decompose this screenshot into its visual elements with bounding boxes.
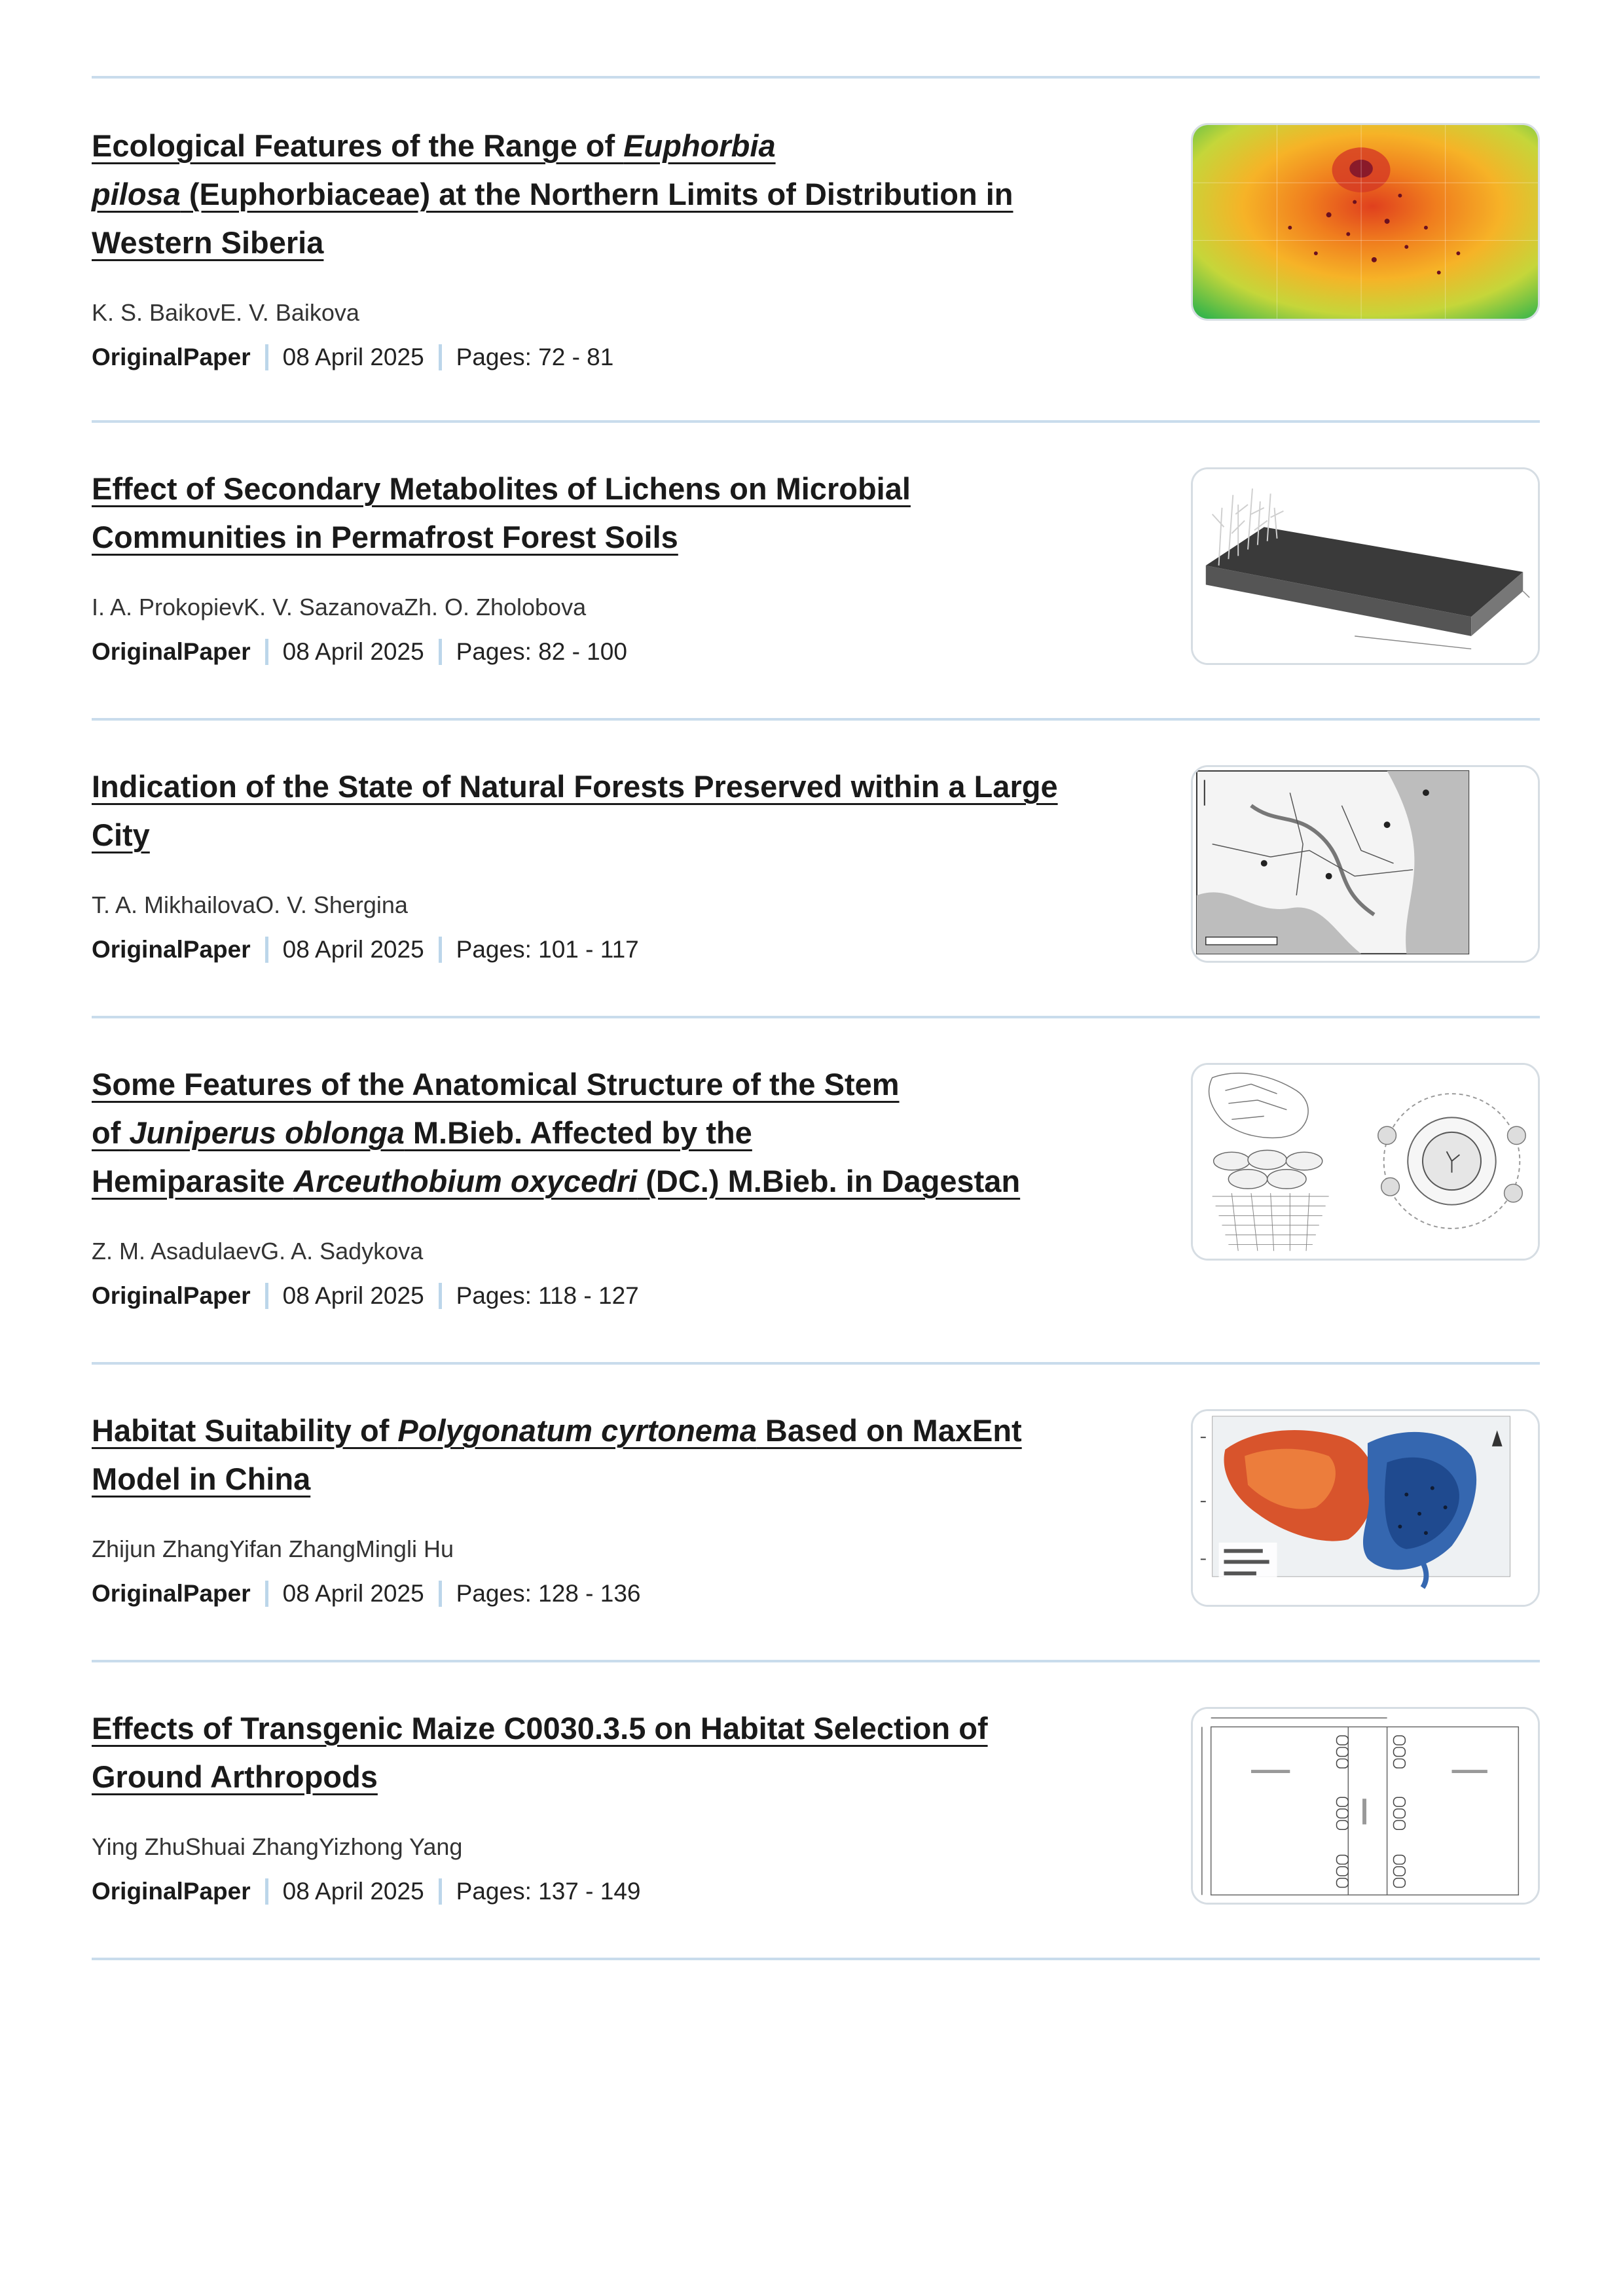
divider — [92, 1958, 1540, 1960]
title-segment: Ecological Features of the Range of — [92, 128, 624, 163]
article-authors: I. A. ProkopievK. V. SazanovaZh. O. Zholobova — [92, 594, 587, 620]
article-pages: Pages: 72 - 81 — [456, 344, 614, 370]
article-title — [92, 1407, 1126, 1503]
title-segment: Model in China — [92, 1462, 311, 1496]
article-date: 08 April 2025 — [282, 638, 424, 665]
title-segment: Communities in Permafrost Forest Soils — [92, 520, 678, 554]
stem-anatomy-figure-image — [1193, 1065, 1538, 1259]
article-text — [92, 1407, 1126, 1503]
title-segment: (DC.) M.Bieb. in Dagestan — [637, 1164, 1021, 1198]
article-date: 08 April 2025 — [282, 1282, 424, 1309]
article-title — [92, 1060, 1126, 1206]
article-item — [92, 721, 1540, 1018]
article-text — [92, 122, 1126, 267]
article-meta — [92, 1877, 640, 1906]
article-pages: Pages: 101 - 117 — [456, 936, 639, 963]
title-segment: Habitat Suitability of — [92, 1413, 398, 1448]
article-type: OriginalPaper — [92, 1580, 251, 1607]
article-meta — [92, 1579, 640, 1608]
title-italic-segment: Euphorbia — [623, 128, 776, 163]
article-title-link[interactable] — [92, 1413, 1022, 1496]
title-segment: Some Features of the Anatomical Structure of the Stem — [92, 1067, 900, 1102]
article-date: 08 April 2025 — [282, 936, 424, 963]
article-thumbnail-china-map[interactable] — [1191, 1409, 1540, 1607]
article-item — [92, 423, 1540, 721]
article-title — [92, 762, 1126, 859]
title-segment: Western Siberia — [92, 225, 324, 260]
title-segment: of — [92, 1115, 130, 1150]
meta-separator — [439, 639, 442, 665]
title-segment: Based on MaxEnt — [756, 1413, 1022, 1448]
article-authors: Z. M. AsadulaevG. A. Sadykova — [92, 1238, 424, 1265]
title-segment: Effect of Secondary Metabolites of Lichens on Microbial — [92, 471, 911, 506]
article-authors: K. S. BaikovE. V. Baikova — [92, 299, 359, 326]
article-item — [92, 79, 1540, 423]
article-thumbnail-heatmap[interactable] — [1191, 123, 1540, 321]
article-text — [92, 1704, 1126, 1801]
article-item — [92, 1662, 1540, 1960]
article-date: 08 April 2025 — [282, 1878, 424, 1905]
article-title-link[interactable] — [92, 128, 1013, 260]
article-authors: Ying ZhuShuai ZhangYizhong Yang — [92, 1833, 463, 1860]
meta-separator — [439, 1283, 442, 1309]
field-plot-figure-image — [1193, 1709, 1538, 1903]
soil-block-figure-image — [1193, 469, 1538, 663]
meta-separator — [265, 1878, 268, 1905]
title-italic-segment: Arceuthobium oxycedri — [293, 1164, 638, 1198]
article-type: OriginalPaper — [92, 1878, 251, 1905]
article-thumbnail-soil-block[interactable] — [1191, 467, 1540, 665]
article-type: OriginalPaper — [92, 344, 251, 370]
article-pages: Pages: 128 - 136 — [456, 1580, 641, 1607]
meta-separator — [265, 1283, 268, 1309]
article-thumbnail-field-plot[interactable] — [1191, 1707, 1540, 1905]
meta-separator — [439, 1878, 442, 1905]
title-segment: Hemiparasite — [92, 1164, 294, 1198]
article-title — [92, 1704, 1126, 1801]
article-thumbnail-stem-anatomy[interactable] — [1191, 1063, 1540, 1261]
article-date: 08 April 2025 — [282, 1580, 424, 1607]
title-italic-segment: Juniperus oblonga — [129, 1115, 405, 1150]
meta-separator — [439, 1581, 442, 1607]
article-title-link[interactable] — [92, 1067, 1020, 1198]
article-title-link[interactable] — [92, 471, 911, 554]
meta-separator — [265, 344, 268, 370]
meta-separator — [265, 937, 268, 963]
article-text — [92, 465, 1126, 562]
article-meta — [92, 343, 613, 372]
article-meta — [92, 637, 627, 666]
article-type: OriginalPaper — [92, 638, 251, 665]
title-italic-segment: pilosa — [92, 177, 181, 211]
article-list — [92, 76, 1540, 1960]
heatmap-figure-image — [1193, 125, 1538, 319]
article-thumbnail-city-map[interactable] — [1191, 765, 1540, 963]
article-date: 08 April 2025 — [282, 344, 424, 370]
meta-separator — [265, 1581, 268, 1607]
article-authors: T. A. MikhailovaO. V. Shergina — [92, 891, 408, 918]
title-segment: Effects of Transgenic Maize C0030.3.5 on Habitat Selection of — [92, 1711, 988, 1746]
article-pages: Pages: 118 - 127 — [456, 1282, 639, 1309]
title-segment: Indication of the State of Natural Forests Preserved within a Large — [92, 769, 1058, 804]
article-pages: Pages: 137 - 149 — [456, 1878, 641, 1905]
meta-separator — [265, 639, 268, 665]
title-segment: City — [92, 817, 150, 852]
title-segment: (Euphorbiaceae) at the Northern Limits of Distribution in — [180, 177, 1013, 211]
article-type: OriginalPaper — [92, 1282, 251, 1309]
article-item — [92, 1018, 1540, 1365]
article-type: OriginalPaper — [92, 936, 251, 963]
meta-separator — [439, 937, 442, 963]
article-title — [92, 465, 1126, 562]
article-text — [92, 1060, 1126, 1206]
title-italic-segment: Polygonatum cyrtonema — [397, 1413, 757, 1448]
article-item — [92, 1365, 1540, 1662]
article-title-link[interactable] — [92, 1711, 988, 1794]
meta-separator — [439, 344, 442, 370]
article-text — [92, 762, 1126, 859]
article-title — [92, 122, 1126, 267]
title-segment: M.Bieb. Affected by the — [404, 1115, 752, 1150]
title-segment: Ground Arthropods — [92, 1759, 378, 1794]
article-title-link[interactable] — [92, 769, 1058, 852]
article-pages: Pages: 82 - 100 — [456, 638, 627, 665]
china-map-figure-image — [1193, 1411, 1538, 1605]
article-authors: Zhijun ZhangYifan ZhangMingli Hu — [92, 1535, 454, 1562]
article-meta — [92, 935, 639, 964]
article-meta — [92, 1282, 639, 1310]
city-map-figure-image — [1193, 767, 1538, 961]
